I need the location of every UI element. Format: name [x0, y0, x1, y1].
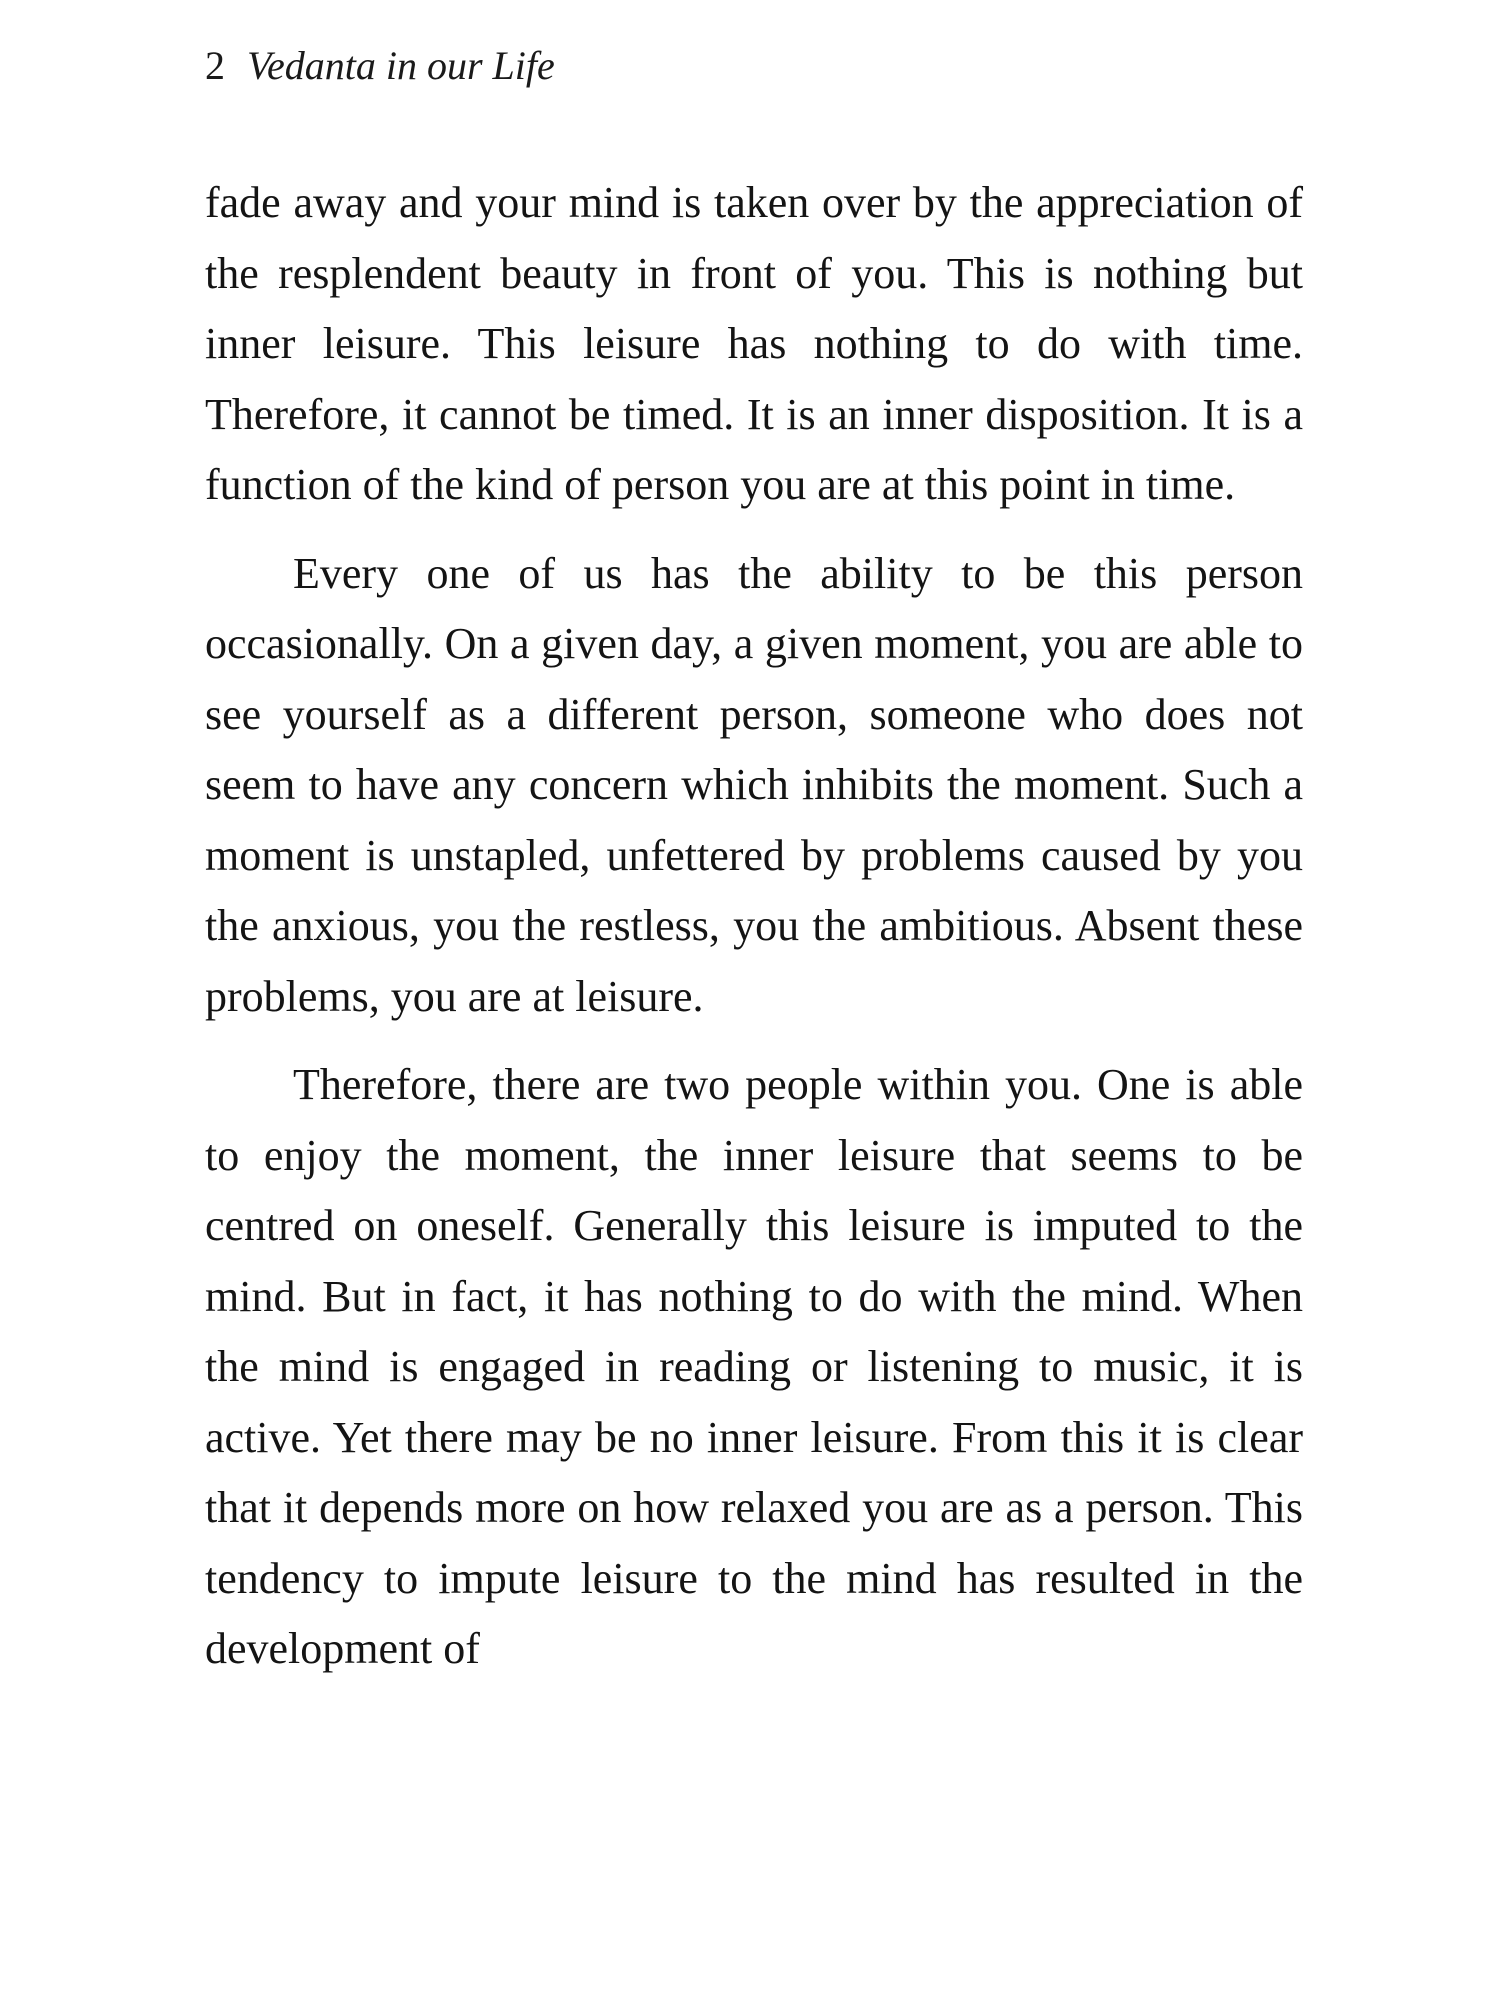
- paragraph-1: fade away and your mind is taken over by the appreciation of the resplendent beauty in front of you. This is nothing but inner leisure. This leisure has nothing to do with time. Therefore, it cannot be timed. It is an inner disposition. It is a function of the kind of person you are at this point in time.: [205, 178, 1303, 509]
- running-header: [205, 38, 555, 94]
- paragraph-3: Therefore, there are two people within you. One is able to enjoy the moment, the inner leisure that seems to be centred on oneself. Generally this leisure is imputed to the mind. But in fact, it has nothing to do with the mind. When the mind is engaged in reading or listening to music, it is active. Yet there may be no inner leisure. From this it is clear that it depends more on how relaxed you are as a person. This tendency to impute leisure to the mind has resulted in the development of: [205, 1060, 1303, 1673]
- body-text: [205, 168, 1303, 1685]
- paragraph-2: Every one of us has the ability to be this person occasionally. On a given day, a given moment, you are able to see yourself as a different person, someone who does not seem to have any concern which inhibits the moment. Such a moment is unstapled, unfettered by problems caused by you the anxious, you the restless, you the ambitious. Absent these problems, you are at leisure.: [205, 548, 1303, 1021]
- book-title: Vedanta in our Life: [247, 43, 555, 88]
- page-number: 2: [205, 43, 225, 88]
